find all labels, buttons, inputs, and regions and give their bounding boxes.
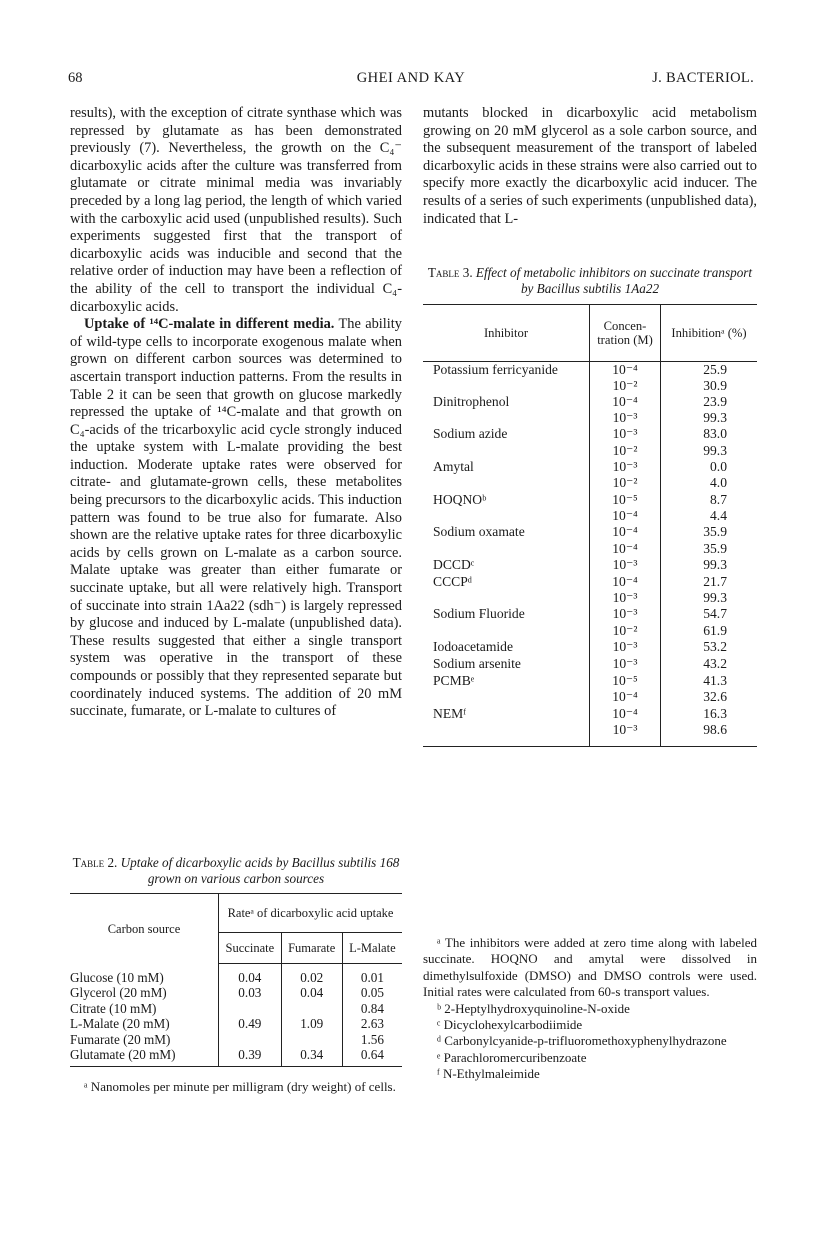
table3-cell-inhibition: 0.0	[661, 458, 758, 475]
table2-cell-source: L-Malate (20 mM)	[70, 1016, 170, 1032]
table-row	[423, 475, 757, 491]
table-row	[423, 378, 757, 394]
body-paragraph: mutants blocked in dicarboxylic acid metabolism growing on 20 mM glycerol as a sole carbon source, and the subsequent measurement of the transport of labeled dicarboxylic acids in these strains were also carried out to specify more exactly the dicarboxylic acid inducer. The results of a series of such experiments (unpublished data), indicated that L-	[423, 105, 757, 227]
table3-cell-inhibition: 4.0	[661, 475, 758, 491]
table-row	[423, 638, 757, 655]
table3-cell-concentration: 10⁻⁴	[590, 573, 661, 590]
table3-cell-inhibitor: Sodium oxamate	[433, 524, 525, 540]
table-row	[423, 573, 757, 590]
table2-cell-fumarate	[281, 1032, 342, 1047]
table2	[70, 893, 402, 1067]
table3-cell-inhibitor: Dinitrophenol	[433, 393, 510, 409]
table-row	[423, 393, 757, 410]
table3-cell-inhibition: 32.6	[661, 689, 758, 705]
table3-cell-inhibitor	[423, 590, 590, 606]
table2-cell-malate: 0.05	[342, 985, 402, 1000]
table3-label: Table 3.	[427, 265, 473, 280]
table-row	[423, 672, 757, 689]
table2-cell-fumarate: 0.34	[281, 1047, 342, 1067]
footnote: ᵉ Parachloromercuribenzoate	[437, 1049, 587, 1065]
footnote: ᶠ N-Ethylmaleimide	[437, 1066, 540, 1082]
table3-cell-concentration: 10⁻⁴	[590, 393, 661, 410]
footnote: ᵃ Nanomoles per minute per milligram (dry weight) of cells.	[84, 1079, 396, 1094]
table3-cell-inhibitor: CCCPᵈ	[433, 573, 472, 589]
table-row	[423, 705, 757, 722]
table-row	[423, 508, 757, 524]
table-row	[423, 362, 757, 378]
table3-cell-inhibition: 30.9	[661, 378, 758, 394]
table3-cell-inhibition: 4.4	[661, 508, 758, 524]
table2-cell-malate: 0.84	[342, 1001, 402, 1016]
table3-cell-inhibition: 99.3	[661, 443, 758, 459]
table3-cell-concentration: 10⁻³	[590, 655, 661, 672]
table3-cell-concentration: 10⁻³	[590, 410, 661, 426]
running-head-authors: GHEI AND KAY	[356, 70, 466, 86]
table3-cell-inhibition: 35.9	[661, 524, 758, 541]
table2-caption-text: Uptake of dicarboxylic acids by Bacillus subtilis 168 grown on various carbon sources	[117, 855, 400, 886]
table2-header-carbon-source: Carbon source	[70, 894, 219, 964]
table3-cell-concentration: 10⁻⁴	[590, 689, 661, 705]
table3-cell-inhibitor: PCMBᵉ	[433, 673, 475, 689]
table2-cell-succinate: 0.39	[219, 1047, 282, 1067]
table3-cell-inhibitor	[423, 623, 590, 639]
table-row	[423, 556, 757, 573]
table3-cell-concentration: 10⁻³	[590, 606, 661, 623]
table2-cell-fumarate: 0.02	[281, 964, 342, 986]
table2-cell-source: Citrate (10 mM)	[70, 1000, 157, 1016]
table2-cell-source: Glutamate (20 mM)	[70, 1047, 219, 1067]
table3-cell-concentration: 10⁻⁴	[590, 508, 661, 524]
table3-cell-concentration: 10⁻⁵	[590, 491, 661, 508]
table2-cell-malate: 0.64	[342, 1047, 402, 1067]
table-row	[423, 410, 757, 426]
table3-cell-inhibitor	[423, 443, 590, 459]
table3-header-inhibitor: Inhibitor	[423, 305, 590, 362]
table2-cell-succinate	[219, 1032, 282, 1047]
table3-footnotes	[423, 935, 757, 1083]
table2-caption	[70, 855, 402, 887]
table2-footnotes	[70, 1079, 402, 1095]
table-row	[70, 1001, 402, 1016]
table2-cell-fumarate	[281, 1001, 342, 1016]
right-column	[423, 105, 757, 228]
table2-cell-malate: 0.01	[342, 964, 402, 986]
table3-cell-concentration: 10⁻³	[590, 638, 661, 655]
table3-cell-concentration: 10⁻³	[590, 556, 661, 573]
table-row	[423, 590, 757, 606]
table3-cell-inhibitor	[423, 508, 590, 524]
table3-cell-concentration: 10⁻²	[590, 623, 661, 639]
table3-cell-concentration: 10⁻³	[590, 426, 661, 443]
table3-cell-inhibitor: Sodium arsenite	[433, 656, 521, 672]
table2-cell-source: Fumarate (20 mM)	[70, 1031, 171, 1047]
table-row	[70, 1016, 402, 1031]
table-row	[423, 689, 757, 705]
table-row	[423, 524, 757, 541]
table-row	[70, 1032, 402, 1047]
table3-cell-concentration: 10⁻³	[590, 458, 661, 475]
table2-header-fumarate: Fumarate	[281, 933, 342, 964]
body-paragraph	[70, 316, 402, 721]
table3-cell-inhibition: 8.7	[661, 491, 758, 508]
table3-cell-inhibition: 21.7	[661, 573, 758, 590]
table2-label: Table 2.	[72, 855, 118, 870]
table3-cell-inhibitor	[423, 541, 590, 557]
table3-cell-inhibitor	[423, 410, 590, 426]
table3-caption	[423, 265, 757, 297]
table3-cell-inhibition: 35.9	[661, 541, 758, 557]
table2-cell-succinate: 0.04	[219, 964, 282, 986]
left-column	[70, 105, 402, 721]
run-in-heading: Uptake of ¹⁴C-malate in different media.	[84, 316, 335, 333]
table3-cell-concentration: 10⁻²	[590, 443, 661, 459]
table-row	[70, 964, 402, 986]
running-head-journal: J. BACTERIOL.	[652, 70, 754, 86]
table3-cell-inhibitor	[423, 722, 590, 746]
page-number: 68	[68, 70, 83, 86]
table3-cell-inhibitor: Sodium azide	[433, 426, 508, 442]
table3-cell-inhibition: 41.3	[661, 672, 758, 689]
table3-cell-inhibitor: Amytal	[433, 459, 474, 475]
table3-cell-inhibition: 99.3	[661, 590, 758, 606]
table3-cell-inhibition: 99.3	[661, 556, 758, 573]
table-row	[423, 458, 757, 475]
table2-cell-fumarate: 0.04	[281, 985, 342, 1000]
table3-cell-inhibitor	[423, 378, 590, 394]
body-paragraph: results), with the exception of citrate synthase which was repressed by glutamate as has been demonstrated previously (7). Nevertheless, the growth on the C₄⁻ dicarboxylic acids after the culture was transferred from glutamate or citrate minimal media was invariably preceded by a long lag period, the length of which varied with the carboxylic acid used (unpublished results). Such experiments suggested first that the transport of dicarboxylic acids was inducible and second that the relative order of induction may have been a reflection of the ability of the cell to transport the individual C₄-dicarboxylic acids.	[70, 105, 402, 315]
table3-cell-concentration: 10⁻³	[590, 590, 661, 606]
table-row	[423, 655, 757, 672]
table3-cell-concentration: 10⁻⁵	[590, 672, 661, 689]
table2-cell-succinate: 0.03	[219, 985, 282, 1000]
table-row	[423, 491, 757, 508]
table3-cell-concentration: 10⁻⁴	[590, 524, 661, 541]
table3-caption-text: Effect of metabolic inhibitors on succinate transport by Bacillus subtilis 1Aa22	[472, 265, 753, 296]
table3-cell-inhibition: 16.3	[661, 705, 758, 722]
table3-cell-inhibitor: DCCDᶜ	[433, 556, 475, 572]
table2-cell-source: Glycerol (20 mM)	[70, 985, 167, 1001]
table2-cell-malate: 2.63	[342, 1016, 402, 1031]
table3-cell-inhibitor: Sodium Fluoride	[433, 606, 525, 622]
table2-header-malate: L-Malate	[342, 933, 402, 964]
table3-cell-inhibitor: NEMᶠ	[433, 705, 467, 721]
table-row	[423, 426, 757, 443]
table3-header-concentration: Concen- tration (M)	[590, 305, 661, 362]
footnote: ᶜ Dicyclohexylcarbodiimide	[437, 1017, 583, 1033]
table3-cell-concentration: 10⁻⁴	[590, 705, 661, 722]
table3-cell-inhibition: 23.9	[661, 393, 758, 410]
table3-cell-inhibitor: Iodoacetamide	[433, 639, 514, 655]
table3-cell-inhibition: 83.0	[661, 426, 758, 443]
table3	[423, 304, 757, 747]
table3-cell-concentration: 10⁻⁴	[590, 541, 661, 557]
table3-cell-inhibition: 25.9	[661, 362, 758, 378]
table3-cell-concentration: 10⁻²	[590, 475, 661, 491]
table2-cell-succinate: 0.49	[219, 1016, 282, 1031]
table2-cell-malate: 1.56	[342, 1032, 402, 1047]
table3-cell-inhibition: 43.2	[661, 655, 758, 672]
table-row	[423, 722, 757, 746]
table3-cell-inhibition: 53.2	[661, 638, 758, 655]
running-header	[68, 70, 754, 90]
table3-header-inhibition: Inhibitionᵃ (%)	[661, 305, 758, 362]
table2-header-uptake-rate: Rateᵃ of dicarboxylic acid uptake	[219, 894, 403, 933]
table-row	[423, 606, 757, 623]
footnote: ᵈ Carbonylcyanide-p-trifluoromethoxyphenylhydrazone	[437, 1033, 727, 1049]
table3-cell-concentration: 10⁻³	[590, 722, 661, 746]
table-row	[70, 1047, 402, 1067]
table2-header-succinate: Succinate	[219, 933, 282, 964]
table3-body	[423, 362, 757, 747]
footnote: ᵃ The inhibitors were added at zero time along with labeled succinate. HOQNO and amytal were dissolved in dimethylsulfoxide (DMSO) and DMSO controls were used. Initial rates were calculated from 60-s transport values.	[423, 935, 757, 1000]
table-row	[423, 443, 757, 459]
table3-cell-inhibition: 61.9	[661, 623, 758, 639]
table2-cell-fumarate: 1.09	[281, 1016, 342, 1031]
table3-cell-concentration: 10⁻⁴	[590, 362, 661, 378]
paragraph-text: The ability of wild-type cells to incorporate exogenous malate when grown on different carbon sources was determined to ascertain transport induction patterns. From the results in Table 2 it can be seen that growth on glucose markedly repressed the uptake of ¹⁴C-malate and that growth on C₄-acids of the tricarboxylic acid cycle strongly induced the uptake system with L-malate providing the best induction. Moderate uptake rates were observed for citrate- and glutamate-grown cells, these metabolites being precursors to the dicarboxylic acids. This induction pattern was found to be true also for fumarate. Also shown are the relative uptake rates for three dicarboxylic acids by cells grown on L-malate as a carbon source. Malate uptake was greater than either fumarate or succinate uptake, but all were relatively high. Transport of succinate into strain 1Aa22 (sdh⁻) is largely repressed by glucose and induced by L-malate (unpublished data). These results suggested that either a single transport system was operative in the transport of these compounds or possibly that they represented separate but coordinately induced systems. The addition of 20 mM succinate, fumarate, or L-malate to cultures of	[70, 316, 402, 720]
table3-cell-inhibitor: HOQNOᵇ	[433, 491, 487, 507]
table3-cell-inhibitor	[423, 475, 590, 491]
table3-cell-concentration: 10⁻²	[590, 378, 661, 394]
table2-cell-succinate	[219, 1001, 282, 1016]
table-row	[70, 985, 402, 1000]
table2-cell-source: Glucose (10 mM)	[70, 969, 164, 985]
table-row	[423, 541, 757, 557]
table3-cell-inhibition: 54.7	[661, 606, 758, 623]
table-row	[423, 623, 757, 639]
table3-cell-inhibitor: Potassium ferricyanide	[433, 362, 558, 377]
footnote: ᵇ 2-Heptylhydroxyquinoline-N-oxide	[437, 1000, 630, 1016]
table3-cell-inhibition: 98.6	[661, 722, 758, 746]
table3-cell-inhibitor	[423, 689, 590, 705]
table3-cell-inhibition: 99.3	[661, 410, 758, 426]
